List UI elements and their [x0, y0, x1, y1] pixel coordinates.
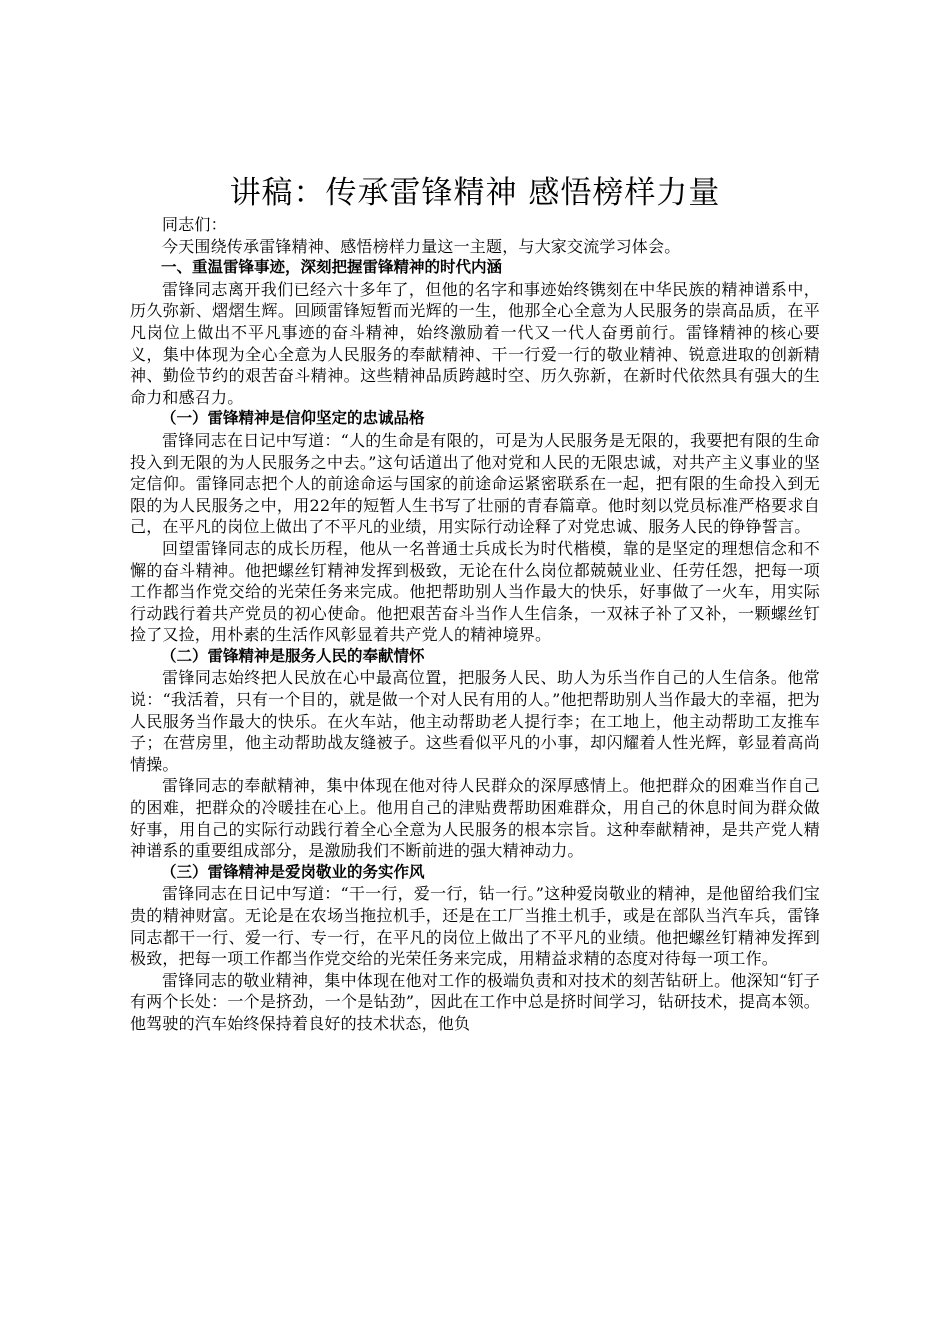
section-1-paragraph-1: 雷锋同志离开我们已经六十多年了，但他的名字和事迹始终镌刻在中华民族的精神谱系中，历久弥新、熠熠生辉。回顾雷锋短暂而光辉的一生，他那全心全意为人民服务的崇高品质，在平凡岗位上做出不平凡事迹的奋斗精神，始终激励着一代又一代人奋勇前行。雷锋精神的核心要义，集中体现为全心全意为人民服务的奉献精神、干一行爱一行的敬业精神、锐意进取的创新精神、勤俭节约的艰苦奋斗精神。这些精神品质跨越时空、历久弥新，在新时代依然具有强大的生命力和感召力。 — [130, 279, 820, 407]
section-heading-1: 一、重温雷锋事迹，深刻把握雷锋精神的时代内涵 — [161, 258, 503, 277]
subsection-heading-1: （一）雷锋精神是信仰坚定的忠诚品格 — [161, 409, 425, 428]
document-body — [130, 172, 820, 1035]
subsection-1-paragraph-2: 回望雷锋同志的成长历程，他从一名普通士兵成长为时代楷模，靠的是坚定的理想信念和不懈的奋斗精神。他把螺丝钉精神发挥到极致，无论在什么岗位都兢兢业业、任劳任怨，把每一项工作都当作党交给的光荣任务来完成。他把帮助别人当作最大的快乐，好事做了一火车，用实际行动践行着共产党员的初心使命。他把艰苦奋斗当作人生信条，一双袜子补了又补，一颗螺丝钉捡了又捡，用朴素的生活作风彰显着共产党人的精神境界。 — [130, 538, 820, 645]
subsection-heading-3: （三）雷锋精神是爱岗敬业的务实作风 — [161, 862, 425, 881]
subsection-heading-2: （二）雷锋精神是服务人民的奉献情怀 — [161, 646, 425, 665]
subsection-2-paragraph-1: 雷锋同志始终把人民放在心中最高位置，把服务人民、助人为乐当作自己的人生信条。他常说：“我活着，只有一个目的，就是做一个对人民有用的人。”他把帮助别人当作最大的幸福，把为人民服务当作最大的快乐。在火车站，他主动帮助老人提行李；在工地上，他主动帮助工友推车子；在营房里，他主动帮助战友缝被子。这些看似平凡的小事，却闪耀着人性光辉，彰显着高尚情操。 — [130, 668, 820, 774]
subsection-2-paragraph-2: 雷锋同志的奉献精神，集中体现在他对待人民群众的深厚感情上。他把群众的困难当作自己的困难，把群众的冷暖挂在心上。他用自己的津贴费帮助困难群众，用自己的休息时间为群众做好事，用自己的实际行动践行着全心全意为人民服务的根本宗旨。这种奉献精神，是共产党人精神谱系的重要组成部分，是激励我们不断前进的强大精神动力。 — [130, 776, 820, 861]
intro-paragraph: 今天围绕传承雷锋精神、感悟榜样力量这一主题，与大家交流学习体会。 — [162, 236, 681, 256]
document-title: 讲稿：传承雷锋精神 感悟榜样力量 — [229, 175, 721, 211]
salutation: 同志们： — [162, 215, 227, 234]
subsection-1-paragraph-1: 雷锋同志在日记中写道：“人的生命是有限的，可是为人民服务是无限的，我要把有限的生命投入到无限的为人民服务之中去。”这句话道出了他对党和人民的无限忠诚，对共产主义事业的坚定信仰。雷锋同志把个人的前途命运与国家的前途命运紧密联系在一起，把有限的生命投入到无限的为人民服务之中，用22年的短暂人生书写了壮丽的青春篇章。他时刻以党员标准严格要求自己，在平凡的岗位上做出了不平凡的业绩，用实际行动诠释了对党忠诚、服务人民的铮铮誓言。 — [130, 430, 820, 537]
subsection-3-paragraph-1: 雷锋同志在日记中写道：“干一行，爱一行，钻一行。”这种爱岗敬业的精神，是他留给我们宝贵的精神财富。无论是在农场当拖拉机手，还是在工厂当推土机手，或是在部队当汽车兵，雷锋同志都干一行、爱一行、专一行，在平凡的岗位上做出了不平凡的业绩。他把螺丝钉精神发挥到极致，把每一项工作都当作党交给的光荣任务来完成，用精益求精的态度对待每一项工作。 — [130, 884, 820, 969]
subsection-3-paragraph-2: 雷锋同志的敬业精神，集中体现在他对工作的极端负责和对技术的刻苦钻研上。他深知“钉子有两个长处：一个是挤劲，一个是钻劲”，因此在工作中总是挤时间学习，钻研技术，提高本领。他驾驶的汽车始终保持着良好的技术状态，他负 — [130, 970, 820, 1033]
